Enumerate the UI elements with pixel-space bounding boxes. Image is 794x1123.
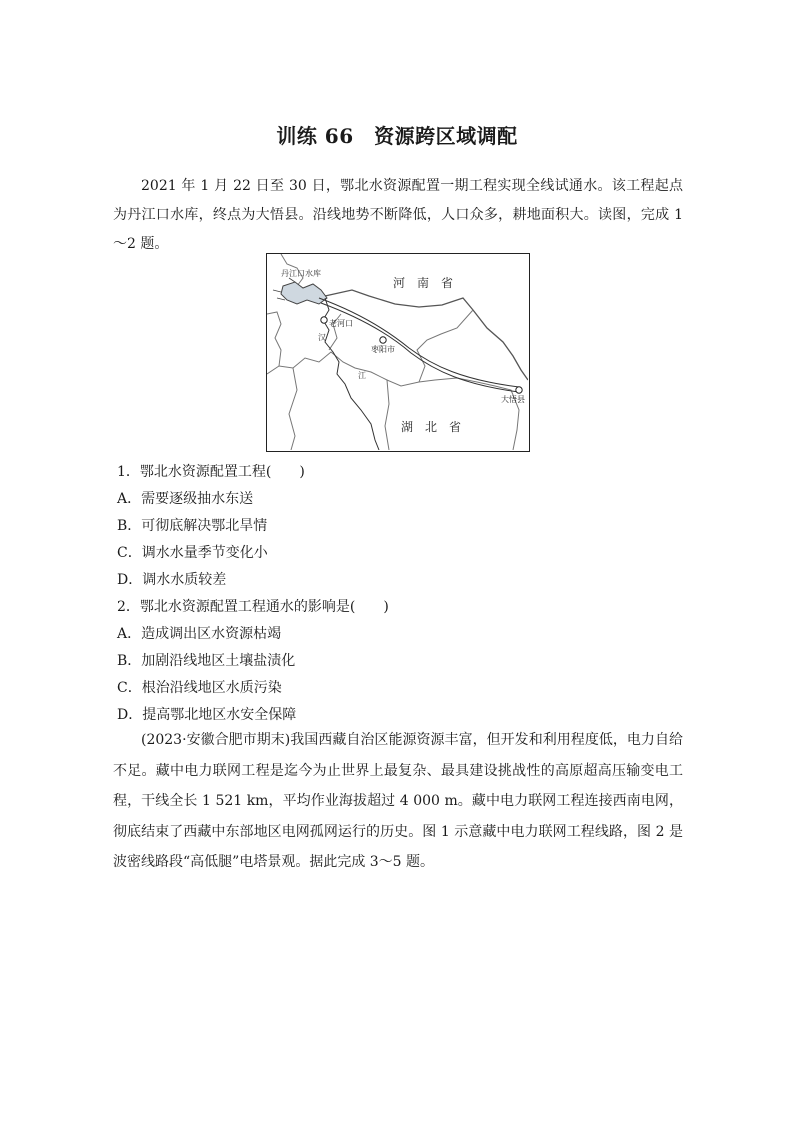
answer-option: A．造成调出区水资源枯竭 [117, 626, 282, 642]
danjiangkou-reservoir [281, 282, 327, 304]
answer-option: C．根治沿线地区水质污染 [117, 680, 282, 696]
city-label: 老河口 [329, 319, 353, 328]
province-label-hubei: 湖 北 省 [401, 420, 462, 434]
page-title: 训练 66 资源跨区域调配 [276, 124, 518, 148]
question-stem: 2．鄂北水资源配置工程通水的影响是( ) [117, 599, 389, 615]
question-stem: 1．鄂北水资源配置工程( ) [117, 464, 305, 480]
reservoir-label: 丹江口水库 [281, 269, 321, 278]
answer-option: D．调水水质较差 [117, 572, 227, 588]
province-boundary [325, 290, 528, 380]
province-label-henan: 河 南 省 [393, 276, 454, 290]
boundary-line [267, 312, 281, 366]
river-label-char: 汉 [318, 333, 326, 342]
answer-option: A．需要逐级抽水东送 [117, 491, 254, 507]
boundary-line [267, 352, 389, 450]
route-map-svg [267, 254, 528, 450]
city-marker [516, 387, 522, 393]
boundary-line [417, 310, 473, 382]
intro-paragraph-2: (2023·安徽合肥市期末)我国西藏自治区能源资源丰富，但开发和利用程度低，电力自给不足。藏中电力联网工程是迄今为止世界上最复杂、最具建设挑战性的高原超高压输变电工程，干线全长 1 521 km，平均作业海拔超过 4 000 m。藏中电力联网工程连接西南电网，彻底结束了西藏中东部地区电网孤网运行的历史。图 1 示意藏中电力联网工程线路，图 2 是波密线路段“高低腿”电塔景观。据此完成 3～5 题。 [113, 732, 683, 870]
river-label-char: 江 [358, 371, 366, 380]
city-label: 大悟县 [501, 395, 525, 404]
water-transfer-route [319, 298, 519, 387]
answer-option: D．提高鄂北地区水安全保障 [117, 707, 297, 723]
boundary-line [289, 368, 297, 450]
route-map [266, 253, 530, 452]
answer-option: B．加剧沿线地区土壤盐渍化 [117, 653, 296, 669]
intro-paragraph-1: 2021 年 1 月 22 日至 30 日，鄂北水资源配置一期工程实现全线试通水。该工程起点为丹江口水库，终点为大悟县。沿线地势不断降低，人口众多，耕地面积大。读图，完成 1～2 题。 [113, 178, 683, 252]
city-marker [321, 317, 327, 323]
answer-option: B．可彻底解决鄂北旱情 [117, 518, 268, 534]
city-marker [380, 337, 386, 343]
answer-option: C．调水水量季节变化小 [117, 545, 268, 561]
city-label: 枣阳市 [371, 345, 395, 354]
